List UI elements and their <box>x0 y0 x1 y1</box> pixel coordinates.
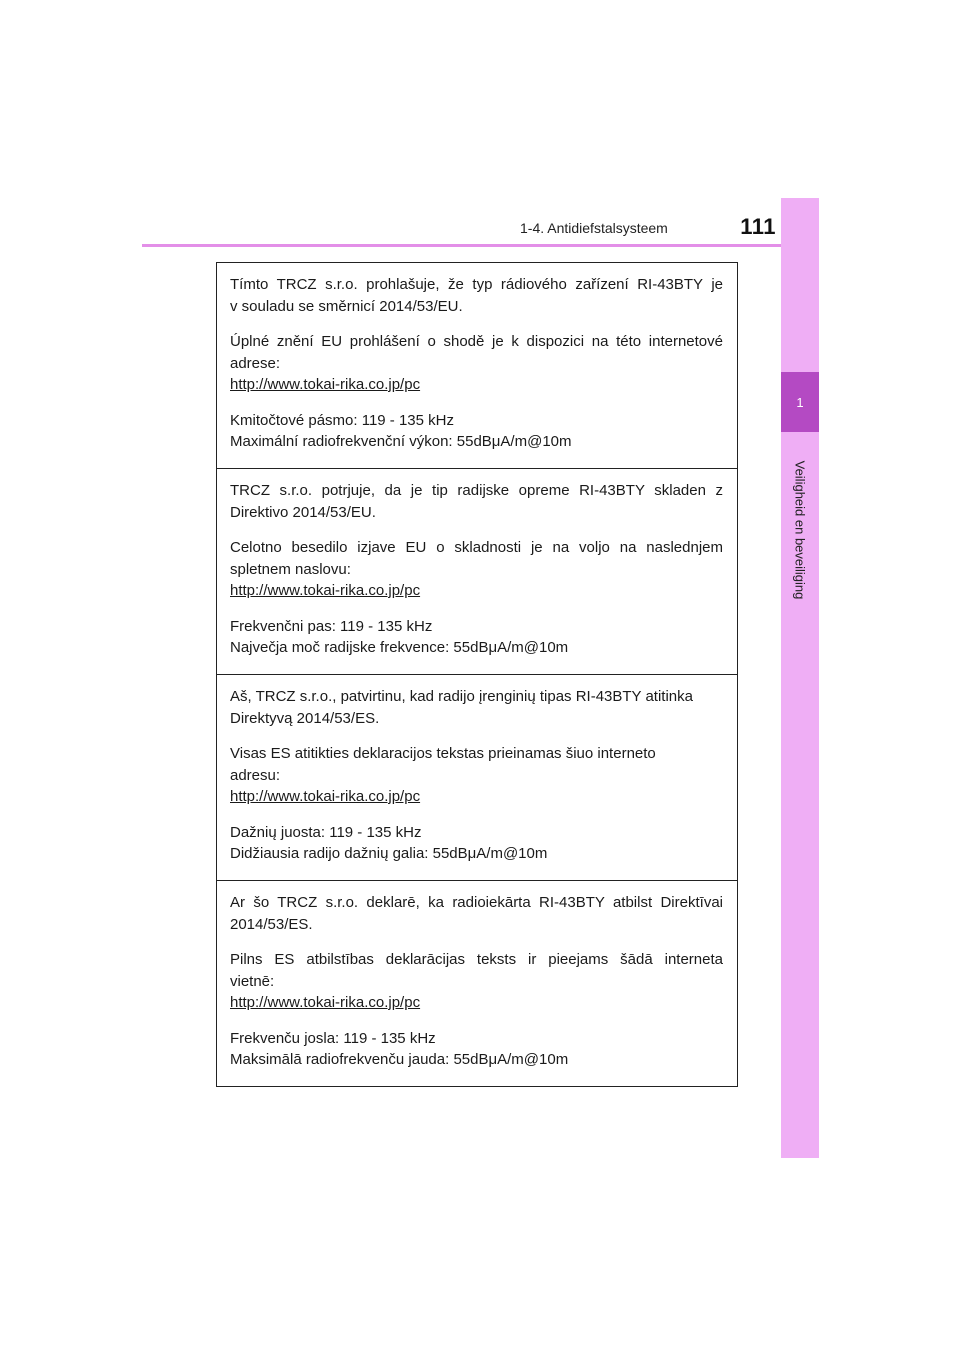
page-number: 111 <box>740 214 776 239</box>
header-rule <box>142 244 819 247</box>
declaration-link[interactable]: http://www.tokai-rika.co.jp/pc <box>230 582 421 599</box>
max-power: Didžiausia radijo dažnių galia: 55dBμA/m@10m <box>230 845 548 862</box>
chapter-side-label: Veiligheid en beveiliging <box>792 460 808 600</box>
intro-line-1: TRCZ s.r.o. potrjuje, da je tip radijske opreme RI-43BTY skladen z <box>230 482 723 499</box>
declaration-box-czech <box>217 263 737 469</box>
intro-line-2: Direktyvą 2014/53/ES. <box>230 709 380 727</box>
declaration-link[interactable]: http://www.tokai-rika.co.jp/pc <box>230 788 421 805</box>
frequency-band: Frekvenču josla: 119 - 135 kHz <box>230 1029 436 1047</box>
declaration-link[interactable]: http://www.tokai-rika.co.jp/pc <box>230 994 421 1011</box>
text-line-2: adresu: <box>230 766 281 784</box>
intro-line-2: Direktivo 2014/53/EU. <box>230 503 376 521</box>
intro-line-2: v souladu se směrnicí 2014/53/EU. <box>230 297 463 315</box>
max-power: Maksimālā radiofrekvenču jauda: 55dBμA/m@10m <box>230 1051 569 1068</box>
frequency-band: Dažnių juosta: 119 - 135 kHz <box>230 823 422 841</box>
intro-line-2: 2014/53/ES. <box>230 915 313 933</box>
max-power: Največja moč radijske frekvence: 55dBμA/m@10m <box>230 639 569 656</box>
frequency-band: Kmitočtové pásmo: 119 - 135 kHz <box>230 411 454 429</box>
text-line-1: Celotno besedilo izjave EU o skladnosti je na voljo na naslednjem <box>230 539 723 556</box>
intro-line-1: Aš, TRCZ s.r.o., patvirtinu, kad radijo įrenginių tipas RI-43BTY atitinka <box>230 688 693 705</box>
text-line-2: adrese: <box>230 354 281 372</box>
max-power: Maximální radiofrekvenční výkon: 55dBμA/m@10m <box>230 433 572 450</box>
intro-line-1: Tímto TRCZ s.r.o. prohlašuje, že typ rádiového zařízení RI-43BTY je <box>230 276 723 293</box>
declaration-boxes <box>216 262 738 1087</box>
chapter-side-tab <box>781 198 819 1158</box>
text-line-2: spletnem naslovu: <box>230 560 351 578</box>
section-title: 1-4. Antidiefstalsysteem <box>520 220 668 236</box>
text-line-1: Pilns ES atbilstības deklarācijas teksts ir pieejams šādā interneta <box>230 951 723 968</box>
text-line-1: Visas ES atitikties deklaracijos tekstas prieinamas šiuo interneto <box>230 745 656 762</box>
declaration-link[interactable]: http://www.tokai-rika.co.jp/pc <box>230 376 421 393</box>
declaration-box-lithuanian <box>217 675 737 881</box>
frequency-band: Frekvenčni pas: 119 - 135 kHz <box>230 617 433 635</box>
intro-line-1: Ar šo TRCZ s.r.o. deklarē, ka radioiekārta RI-43BTY atbilst Direktīvai <box>230 894 723 911</box>
declaration-box-latvian <box>217 881 737 1086</box>
chapter-number-marker: 1 <box>781 372 819 432</box>
text-line-2: vietnē: <box>230 972 275 990</box>
declaration-box-slovenian <box>217 469 737 675</box>
text-line-1: Úplné znění EU prohlášení o shodě je k dispozici na této internetové <box>230 333 723 350</box>
